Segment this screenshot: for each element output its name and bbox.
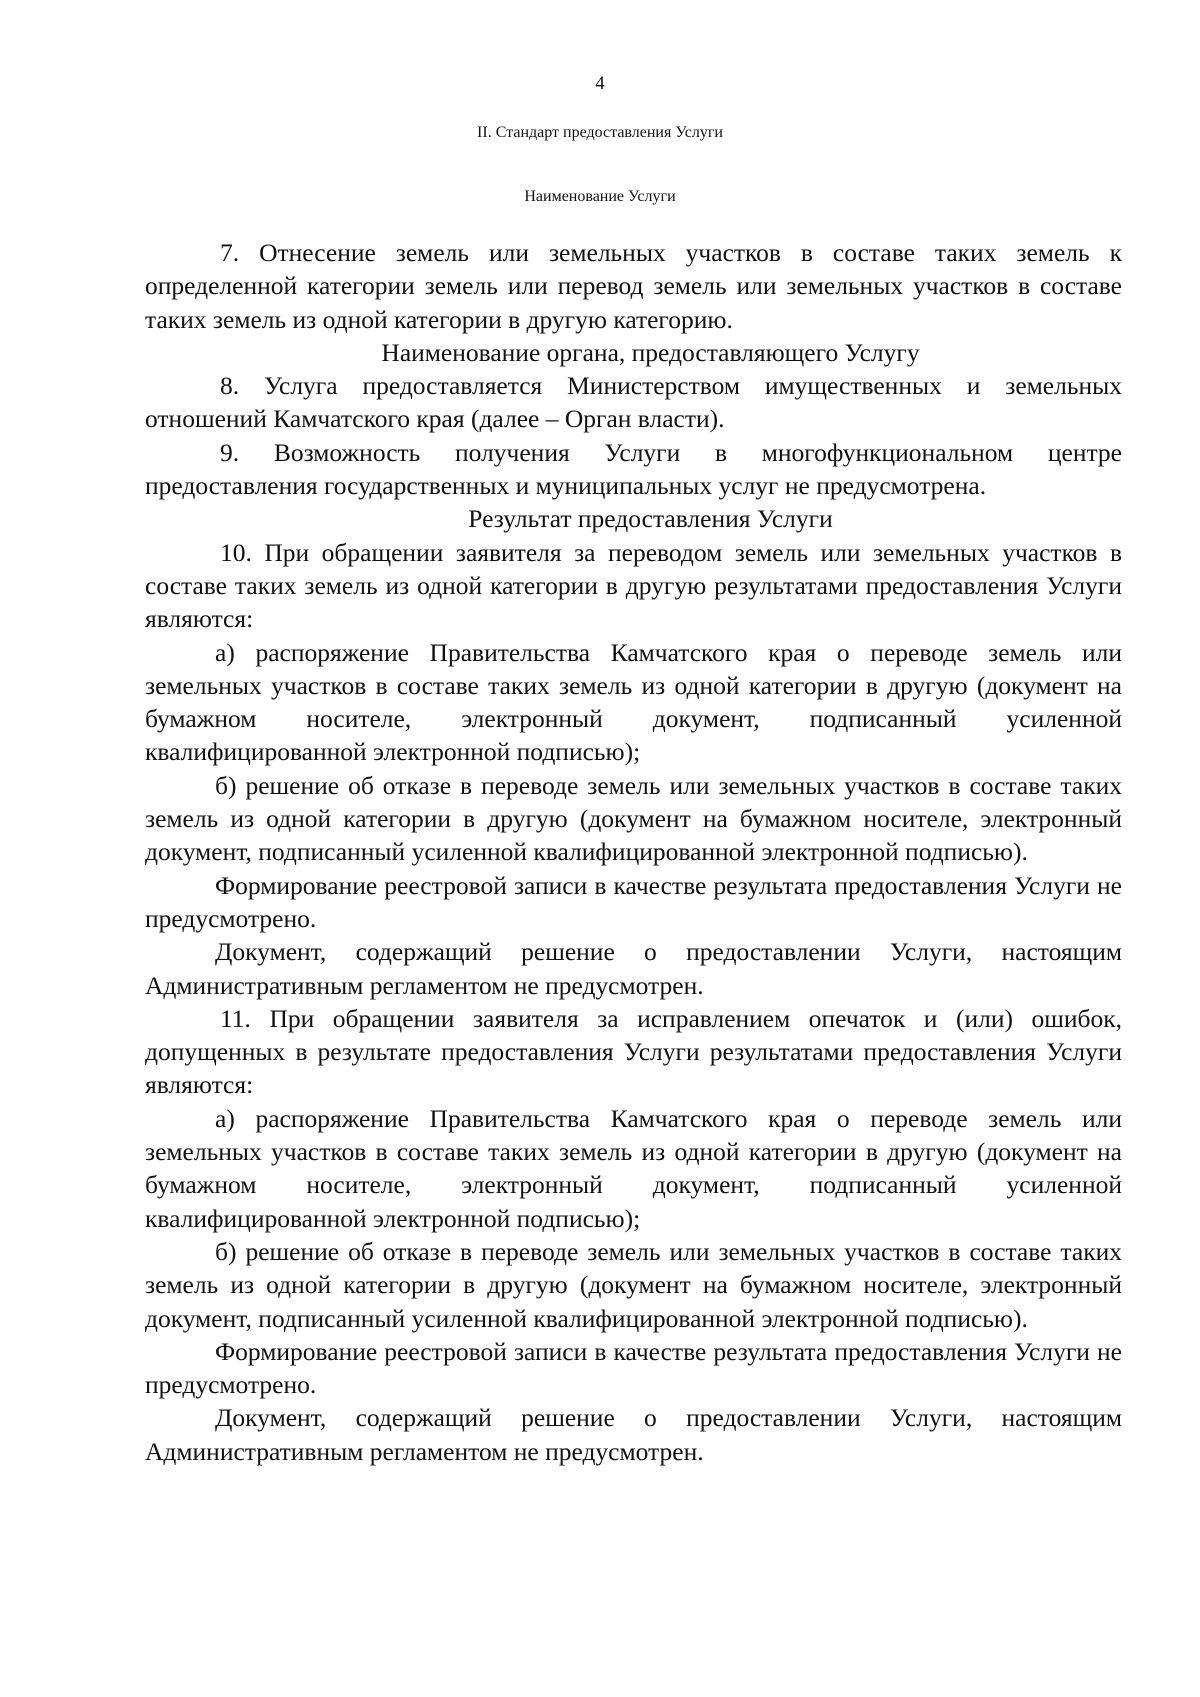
paragraph-11-b: б) решение об отказе в переводе земель или земельных участков в составе таких земель из одной категории в другую (документ на бумажном носителе, электронный документ, подписанный усиленной квалифицированной электронной подписью).: [145, 1236, 1122, 1333]
heading-result: Результат предоставления Услуги: [468, 504, 833, 534]
service-name-heading: Наименование Услуги: [524, 188, 676, 205]
document-body: [145, 236, 1122, 1468]
section-title: II. Стандарт предоставления Услуги: [477, 124, 723, 141]
paragraph-7: 7. Отнесение земель или земельных участков в составе таких земель к определенной категории земель или перевод земель или земельных участков в составе таких земель из одной категории в другую категорию.: [145, 238, 1122, 334]
page-number: 4: [595, 73, 605, 94]
paragraph-11-document: Документ, содержащий решение о предоставлении Услуги, настоящим Административным регламентом не предусмотрен.: [145, 1403, 1122, 1466]
paragraph-10: 10. При обращении заявителя за переводом земель или земельных участков в составе таких земель из одной категории в другую результатами предоставления Услуги являются:: [145, 537, 1122, 634]
paragraph-10-a: а) распоряжение Правительства Камчатского края о переводе земель или земельных участков в составе таких земель из одной категории в другую (документ на бумажном носителе, электронный документ, подписанный усиленной квалифицированной электронной подписью);: [145, 637, 1122, 767]
paragraph-8: 8. Услуга предоставляется Министерством имущественных и земельных отношений Камчатского края (далее – Орган власти).: [145, 371, 1122, 434]
paragraph-11-a: а) распоряжение Правительства Камчатского края о переводе земель или земельных участков в составе таких земель из одной категории в другую (документ на бумажном носителе, электронный документ, подписанный усиленной квалифицированной электронной подписью);: [145, 1103, 1122, 1233]
paragraph-10-b: б) решение об отказе в переводе земель или земельных участков в составе таких земель из одной категории в другую (документ на бумажном носителе, электронный документ, подписанный усиленной квалифицированной электронной подписью).: [145, 770, 1122, 867]
paragraph-10-document: Документ, содержащий решение о предоставлении Услуги, настоящим Административным регламентом не предусмотрен.: [145, 937, 1122, 1000]
heading-authority: Наименование органа, предоставляющего Услугу: [381, 337, 920, 367]
paragraph-11: 11. При обращении заявителя за исправлением опечаток и (или) ошибок, допущенных в результате предоставления Услуги результатами предоставления Услуги являются:: [145, 1003, 1122, 1100]
paragraph-10-registry: Формирование реестровой записи в качестве результата предоставления Услуги не предусмотрено.: [145, 870, 1122, 933]
paragraph-11-registry: Формирование реестровой записи в качестве результата предоставления Услуги не предусмотрено.: [145, 1336, 1122, 1400]
paragraph-9: 9. Возможность получения Услуги в многофункциональном центре предоставления государственных и муниципальных услуг не предусмотрена.: [145, 437, 1122, 501]
